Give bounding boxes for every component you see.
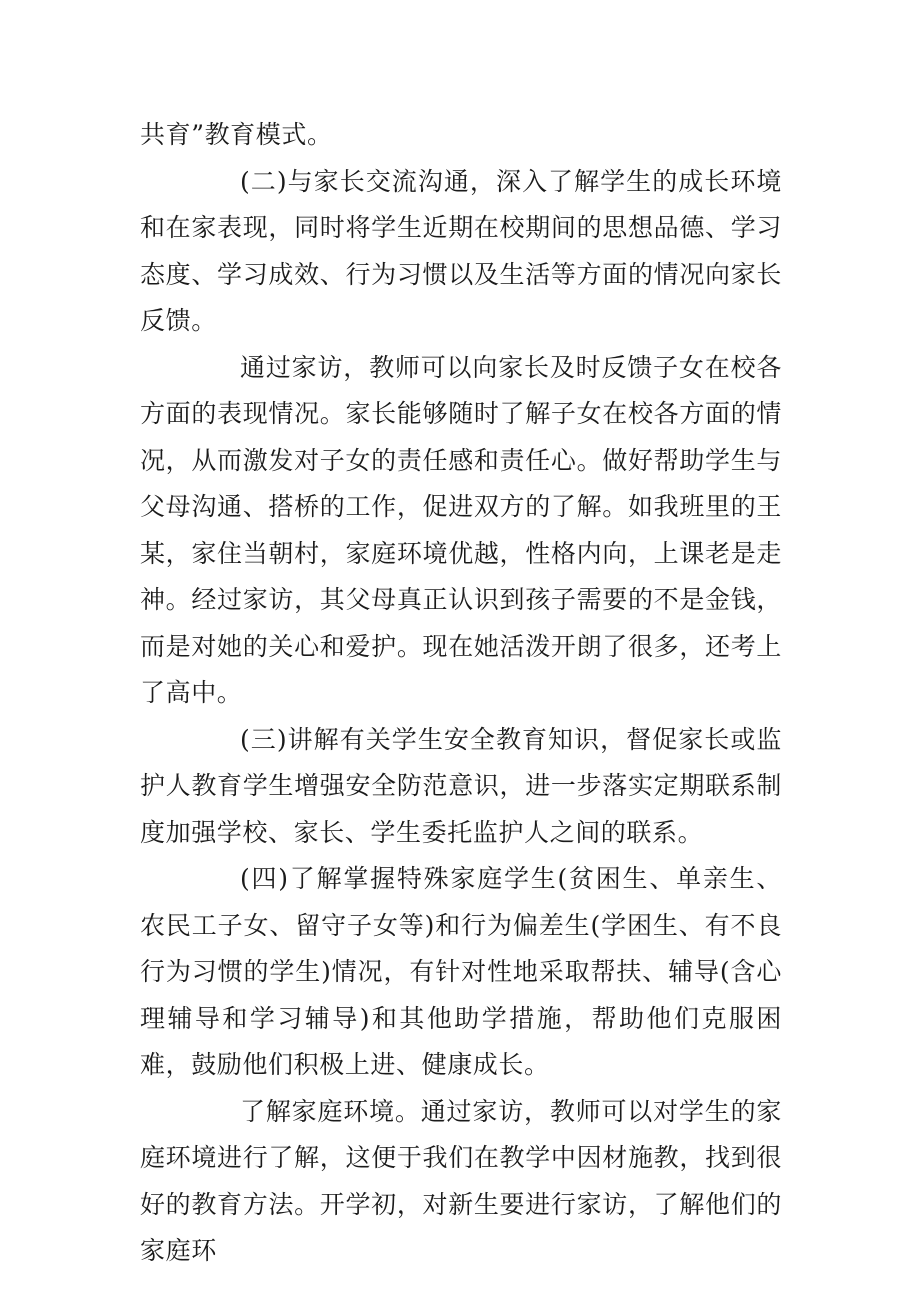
paragraph-safety-education: (三)讲解有关学生安全教育知识，督促家长或监护人教育学生增强安全防范意识，进一步落实定期联系制度加强学校、家长、学生委托监护人之间的联系。: [140, 724, 782, 847]
paragraph-home-visit-feedback: 通过家访，教师可以向家长及时反馈子女在校各方面的表现情况。家长能够随时了解子女在校各方面的情况，从而激发对子女的责任感和责任心。做好帮助学生与父母沟通、搭桥的工作，促进双方的了解。如我班里的王某，家住当朝村，家庭环境优越，性格内向，上课老是走神。经过家访，其父母真正认识到孩子需要的不是金钱，而是对她的关心和爱护。现在她活泼开朗了很多，还考上了高中。: [140, 352, 782, 707]
paragraph-special-family-students: (四)了解掌握特殊家庭学生(贫困生、单亲生、农民工子女、留守子女等)和行为偏差生(学困生、有不良行为习惯的学生)情况，有针对性地采取帮扶、辅导(含心理辅导和学习辅导)和其他助学措施，帮助他们克服困难，鼓励他们积极上进、健康成长。: [140, 864, 782, 1079]
document-body: [140, 112, 782, 1275]
paragraph-continuation: 共育”教育模式。: [140, 120, 333, 149]
paragraph-communicate-with-parents: (二)与家长交流沟通，深入了解学生的成长环境和在家表现，同时将学生近期在校期间的思想品德、学习态度、学习成效、行为习惯以及生活等方面的情况向家长反馈。: [140, 166, 782, 335]
paragraph-family-environment: 了解家庭环境。通过家访，教师可以对学生的家庭环境进行了解，这便于我们在教学中因材施教，找到很好的教育方法。开学初，对新生要进行家访，了解他们的家庭环: [140, 1096, 782, 1265]
